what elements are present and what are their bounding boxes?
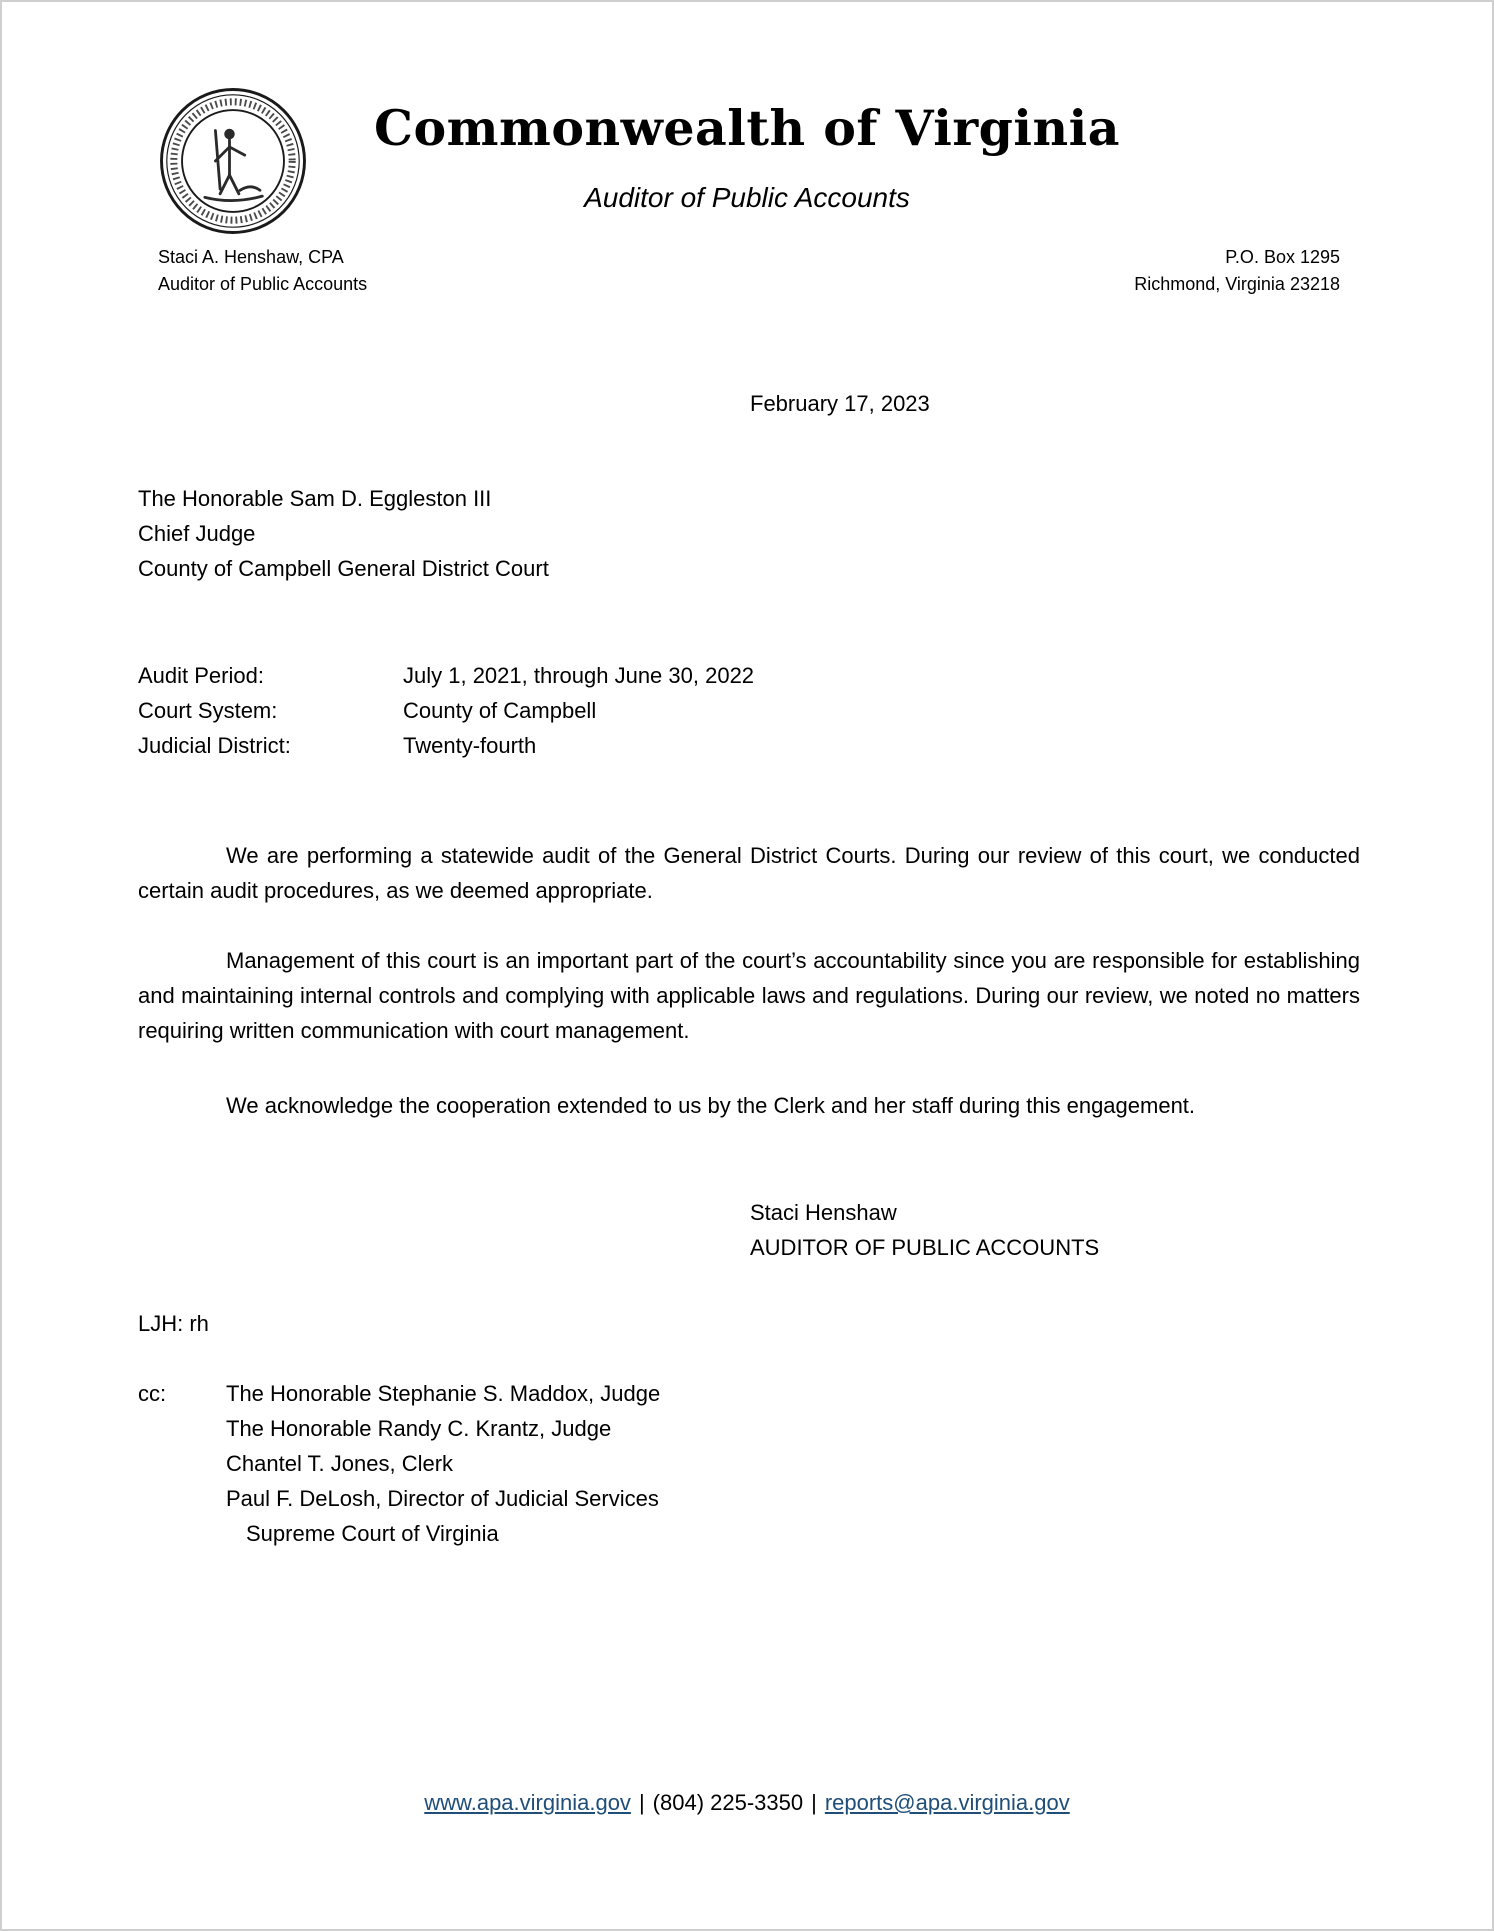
paragraph-audit-statement: We are performing a statewide audit of the General District Courts. During our review of this court, we conducted certain audit procedures, as we deemed appropriate. [138, 842, 1360, 903]
signature-block [138, 1195, 1360, 1265]
judicial-district-value: Twenty-fourth [403, 732, 537, 758]
recipient-title: Chief Judge [138, 520, 256, 546]
judicial-district-label: Judicial District: [138, 732, 291, 758]
page-footer [2, 1790, 1492, 1816]
phone-number: (804) 225-3350 [652, 1790, 804, 1815]
footer-separator: | [811, 1790, 817, 1815]
paragraph-acknowledgement: We acknowledge the cooperation extended to us by the Clerk and her staff during this engagement. [226, 1092, 1196, 1118]
cc-item: Paul F. DeLosh, Director of Judicial Services [226, 1485, 659, 1511]
cc-list [226, 1376, 660, 1551]
official-block [158, 244, 367, 298]
letterhead [2, 2, 1492, 298]
cc-block [138, 1376, 1360, 1551]
footer-separator: | [638, 1790, 645, 1815]
recipient-court: County of Campbell General District Court [138, 555, 549, 581]
email-link[interactable]: reports@apa.virginia.gov [824, 1790, 1070, 1815]
judicial-district-row [138, 728, 1360, 763]
court-system-label: Court System: [138, 697, 278, 723]
audit-info-block [138, 658, 1360, 763]
letterhead-contact-row [2, 244, 1492, 298]
audit-period-row [138, 658, 1360, 693]
website-link[interactable]: www.apa.virginia.gov [424, 1790, 631, 1815]
court-system-value: County of Campbell [403, 697, 597, 723]
org-name: Commonwealth of Virginia [374, 99, 1120, 157]
letter-body [2, 386, 1492, 1551]
reference-initials: LJH: rh [138, 1310, 209, 1336]
cc-item: The Honorable Randy C. Krantz, Judge [226, 1415, 612, 1441]
official-title: Auditor of Public Accounts [158, 273, 368, 294]
address-block [1134, 244, 1340, 298]
audit-period-value: July 1, 2021, through June 30, 2022 [403, 662, 755, 688]
cc-item: The Honorable Stephanie S. Maddox, Judge [226, 1380, 661, 1406]
signature-title: AUDITOR OF PUBLIC ACCOUNTS [750, 1234, 1100, 1260]
recipient-name: The Honorable Sam D. Eggleston III [138, 485, 492, 511]
audit-period-label: Audit Period: [138, 662, 264, 688]
signature-name: Staci Henshaw [750, 1199, 897, 1225]
letter-date: February 17, 2023 [750, 390, 930, 416]
city-state-zip: Richmond, Virginia 23218 [1134, 273, 1340, 294]
court-system-row [138, 693, 1360, 728]
cc-item: Chantel T. Jones, Clerk [226, 1450, 454, 1476]
paragraph-management-responsibility: Management of this court is an important part of the court’s accountability since you are responsible for establishing and maintaining internal controls and complying with applicable laws and regulations. During our review, we noted no matters requiring written communication with court management. [138, 947, 1360, 1043]
po-box: P.O. Box 1295 [1225, 246, 1340, 267]
virginia-seal-icon [158, 86, 308, 236]
cc-label: cc: [138, 1380, 167, 1406]
recipient-block [138, 481, 1360, 586]
cc-item: Supreme Court of Virginia [246, 1520, 499, 1546]
org-subtitle: Auditor of Public Accounts [584, 181, 910, 213]
official-name: Staci A. Henshaw, CPA [158, 246, 344, 267]
